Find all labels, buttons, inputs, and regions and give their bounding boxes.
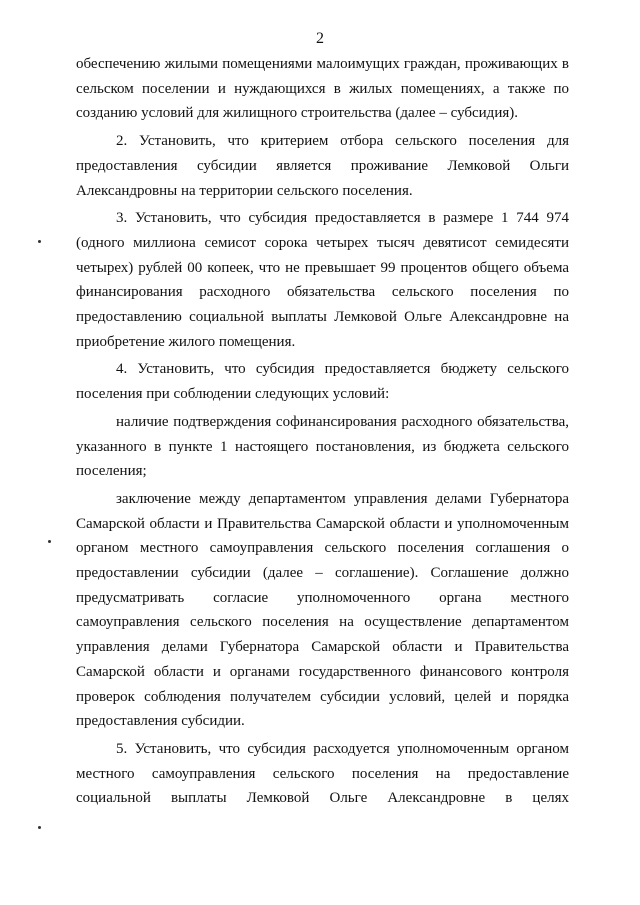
document-body [76, 52, 569, 814]
paragraph-item-2: 2. Установить, что критерием отбора сельского поселения для предоставления субсидии является проживание Лемковой Ольги Александровны на территории сельского поселения. [76, 133, 569, 199]
paragraph-item-4: 4. Установить, что субсидия предоставляется бюджету сельского поселения при соблюдении следующих условий: [76, 361, 569, 403]
page-number: 2 [316, 30, 324, 47]
paragraph-item-3: 3. Установить, что субсидия предоставляется в размере 1 744 974 (одного миллиона семисот сорока четырех тысяч девятисот семидесяти четырех) рублей 00 копеек, что не превышает 99 процентов общего объема финансирования расходного обязательства сельского поселения по предоставлению социальной выплаты Лемковой Ольге Александровне на приобретение жилого помещения. [76, 210, 569, 350]
paragraph-continuation: обеспечению жилыми помещениями малоимущих граждан, проживающих в сельском поселении и нуждающихся в жилых помещениях, а также по созданию условий для жилищного строительства (далее – субсидия). [76, 56, 569, 122]
paragraph-condition-1: наличие подтверждения софинансирования расходного обязательства, указанного в пункте 1 настоящего постановления, из бюджета сельского поселения; [76, 413, 569, 480]
paragraph-item-5: 5. Установить, что субсидия расходуется уполномоченным органом местного самоуправления сельского поселения на предоставление социальной выплаты Лемковой Ольге Александровне в целях [76, 740, 569, 807]
scan-speck [38, 826, 41, 829]
paragraph-condition-2: заключение между департаментом управления делами Губернатора Самарской области и Правительства Самарской области и уполномоченным органом местного самоуправления сельского поселения соглашения о предоставлении субсидии (далее – соглашение). Соглашение должно предусматривать согласие уполномоченного органа местного самоуправления сельского поселения на осуществление департаментом управления делами Губернатора Самарской области и Правительства Самарской области и органами государственного финансового контроля проверок соблюдения получателем субсидии условий, целей и порядка предоставления субсидии. [76, 490, 569, 730]
scan-speck [38, 240, 41, 243]
scan-speck [48, 540, 51, 543]
